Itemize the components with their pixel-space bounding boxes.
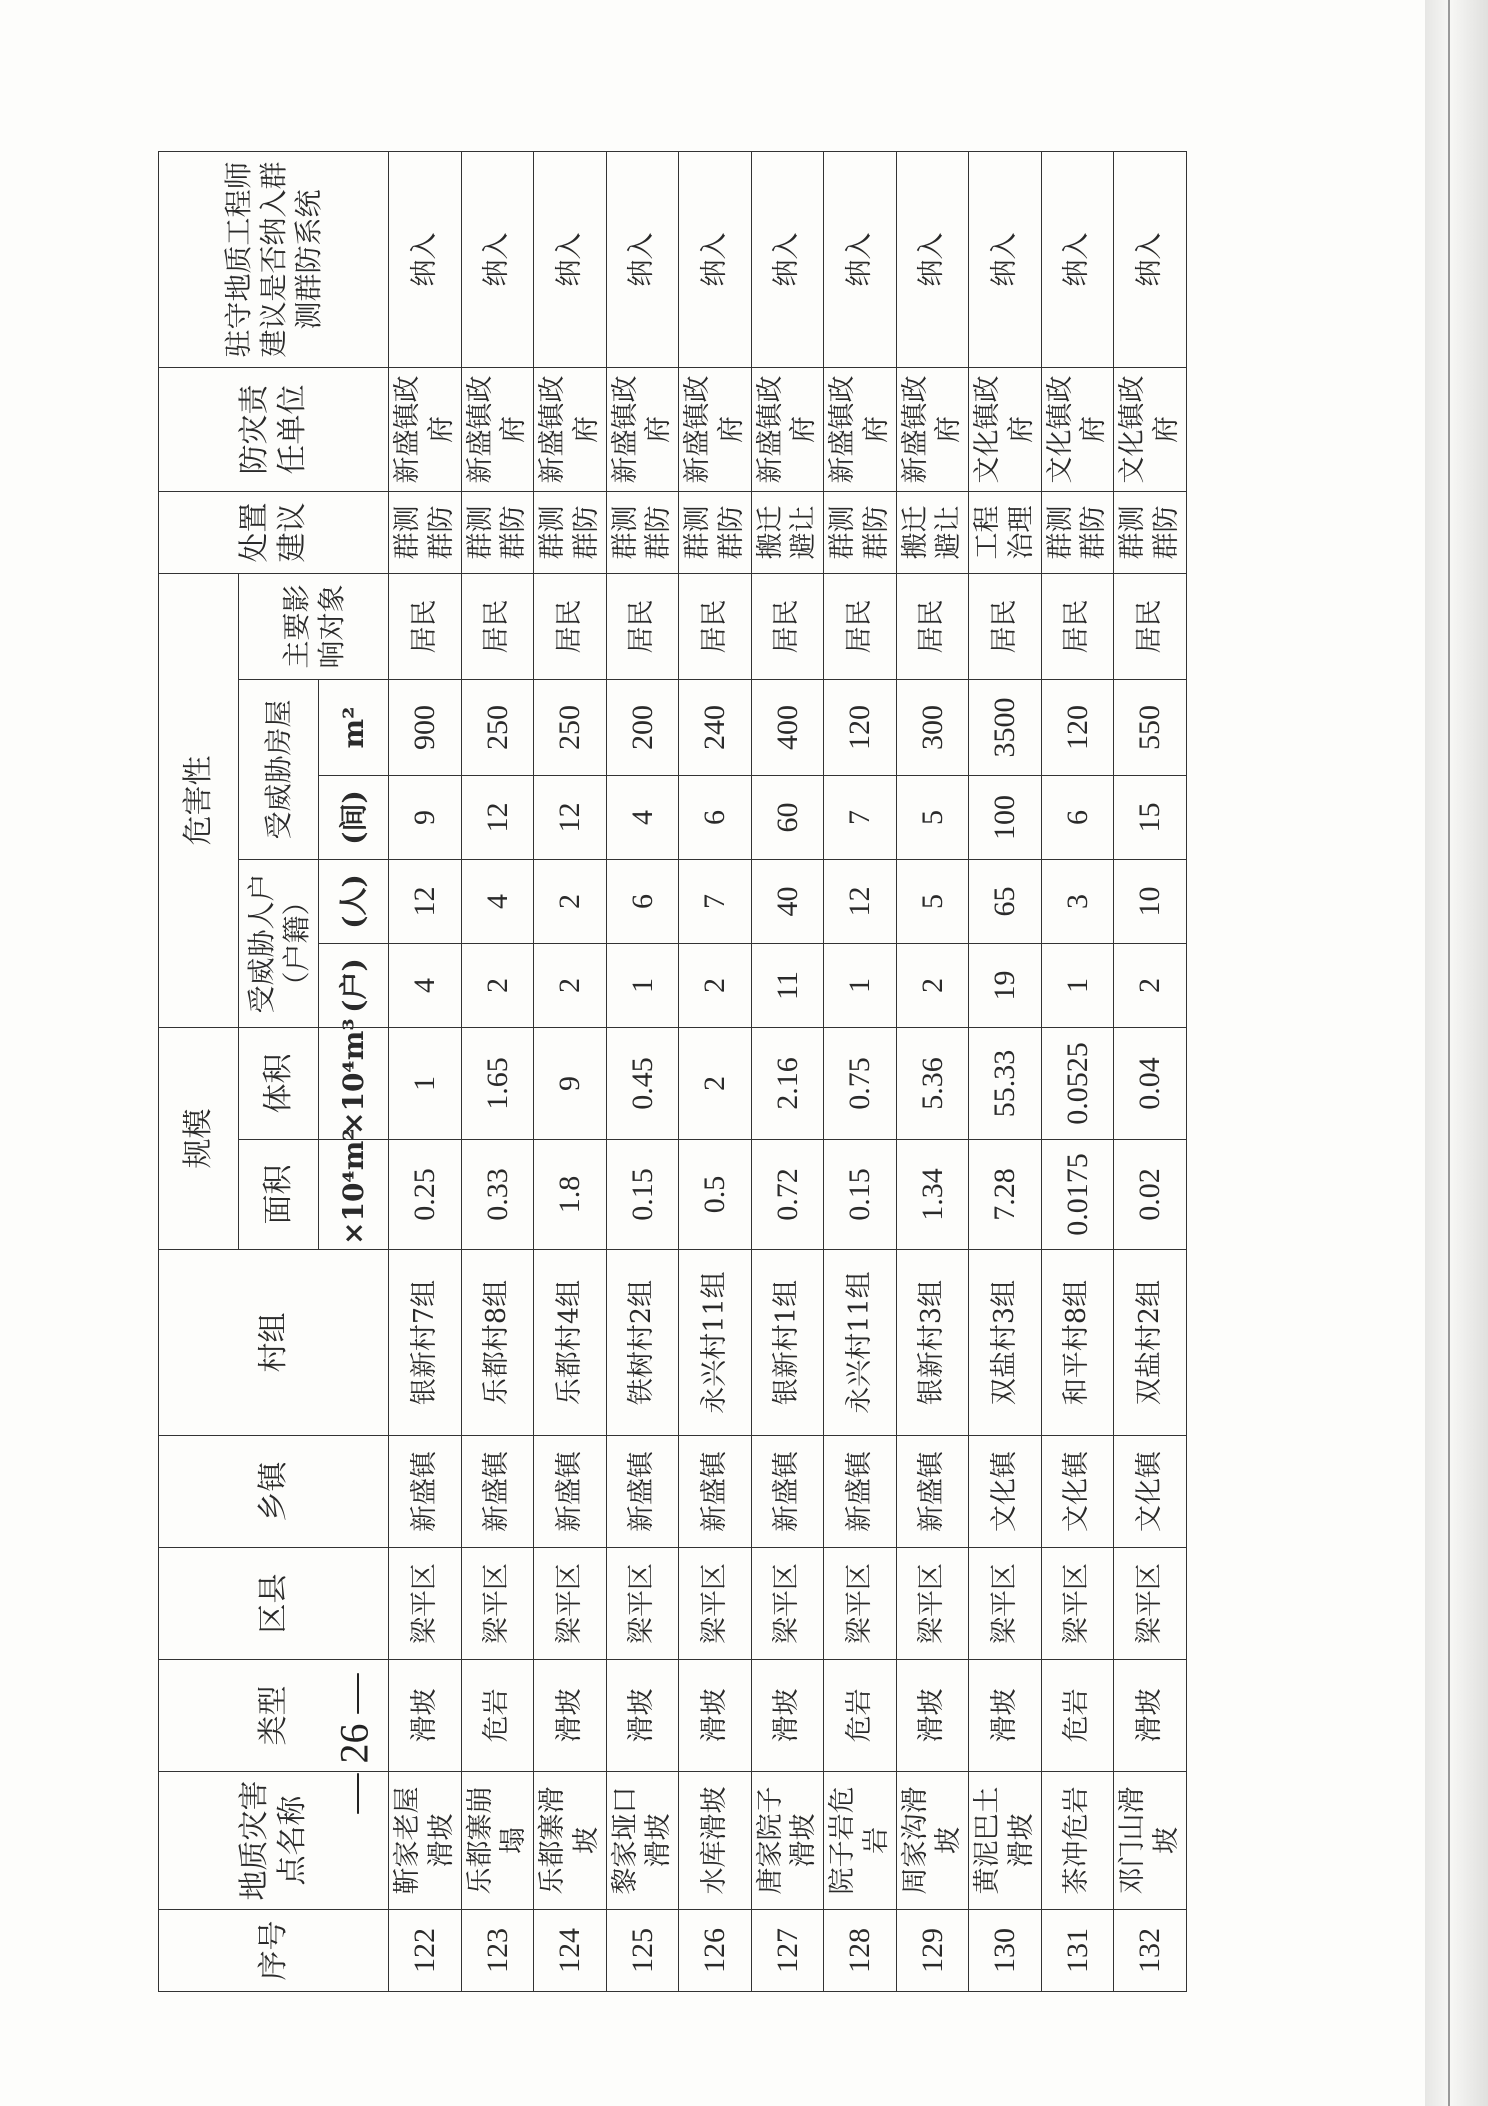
- cell-households: 2: [896, 944, 969, 1028]
- cell-name: 周家沟滑坡: [896, 1772, 969, 1910]
- cell-households: 1: [824, 944, 897, 1028]
- cell-village: 双盐村2组: [1114, 1250, 1187, 1436]
- cell-measure: 群测群防: [389, 491, 462, 573]
- cell-rooms: 9: [389, 776, 462, 860]
- cell-area: 7.28: [969, 1140, 1042, 1250]
- cell-name: 院子岩危岩: [824, 1772, 897, 1910]
- cell-persons: 6: [606, 860, 679, 944]
- cell-affected: 居民: [606, 573, 679, 679]
- cell-county: 梁平区: [824, 1548, 897, 1660]
- cell-affected: 居民: [1114, 573, 1187, 679]
- cell-persons: 65: [969, 860, 1042, 944]
- cell-town: 新盛镇: [896, 1436, 969, 1548]
- cell-rooms: 12: [534, 776, 607, 860]
- cell-sqm: 250: [534, 680, 607, 776]
- header-scale: 规模: [159, 1028, 239, 1250]
- header-hazard: 危害性: [159, 573, 239, 1027]
- cell-seq: 123: [461, 1910, 534, 1992]
- cell-measure: 群测群防: [1114, 491, 1187, 573]
- cell-volume: 2.16: [751, 1028, 824, 1140]
- cell-measure: 群测群防: [534, 491, 607, 573]
- cell-town: 文化镇: [969, 1436, 1042, 1548]
- table-row: [1041, 151, 1114, 1991]
- cell-type: 滑坡: [606, 1660, 679, 1772]
- cell-affected: 居民: [679, 573, 752, 679]
- unit-volume: ×10⁴m³: [319, 1028, 389, 1140]
- cell-households: 11: [751, 944, 824, 1028]
- cell-included: 纳入: [1041, 151, 1114, 367]
- header-volume: 体积: [239, 1028, 319, 1140]
- cell-affected: 居民: [896, 573, 969, 679]
- cell-rooms: 60: [751, 776, 824, 860]
- cell-village: 铁树村2组: [606, 1250, 679, 1436]
- header-threatened-houses: 受威胁房屋: [239, 680, 319, 860]
- cell-name: 乐都寨滑坡: [534, 1772, 607, 1910]
- cell-rooms: 15: [1114, 776, 1187, 860]
- cell-affected: 居民: [751, 573, 824, 679]
- rotated-table-container: [158, 152, 1182, 1992]
- cell-sqm: 300: [896, 680, 969, 776]
- cell-persons: 10: [1114, 860, 1187, 944]
- cell-volume: 1: [389, 1028, 462, 1140]
- cell-responsible: 文化镇政府: [1114, 367, 1187, 491]
- cell-area: 0.15: [606, 1140, 679, 1250]
- cell-village: 银新村1组: [751, 1250, 824, 1436]
- unit-persons: (人): [319, 860, 389, 944]
- cell-included: 纳入: [679, 151, 752, 367]
- cell-type: 滑坡: [389, 1660, 462, 1772]
- cell-responsible: 新盛镇政府: [389, 367, 462, 491]
- cell-responsible: 新盛镇政府: [534, 367, 607, 491]
- cell-name: 唐家院子滑坡: [751, 1772, 824, 1910]
- cell-volume: 9: [534, 1028, 607, 1140]
- header-measure: 处置建议: [159, 491, 389, 573]
- header-type: 类型: [159, 1660, 389, 1772]
- cell-rooms: 100: [969, 776, 1042, 860]
- cell-households: 2: [679, 944, 752, 1028]
- cell-households: 1: [606, 944, 679, 1028]
- cell-included: 纳入: [824, 151, 897, 367]
- unit-area: ×10⁴m²: [319, 1140, 389, 1250]
- cell-area: 0.0175: [1041, 1140, 1114, 1250]
- cell-persons: 3: [1041, 860, 1114, 944]
- cell-persons: 2: [534, 860, 607, 944]
- cell-affected: 居民: [534, 573, 607, 679]
- cell-town: 新盛镇: [606, 1436, 679, 1548]
- cell-type: 滑坡: [969, 1660, 1042, 1772]
- cell-seq: 129: [896, 1910, 969, 1992]
- table-row: [534, 151, 607, 1991]
- cell-area: 0.15: [824, 1140, 897, 1250]
- table-row: [824, 151, 897, 1991]
- cell-town: 新盛镇: [389, 1436, 462, 1548]
- unit-rooms: (间): [319, 776, 389, 860]
- cell-households: 1: [1041, 944, 1114, 1028]
- cell-persons: 5: [896, 860, 969, 944]
- cell-town: 新盛镇: [751, 1436, 824, 1548]
- hazard-table: [158, 151, 1187, 1992]
- cell-measure: 群测群防: [679, 491, 752, 573]
- cell-village: 乐都村4组: [534, 1250, 607, 1436]
- cell-seq: 132: [1114, 1910, 1187, 1992]
- header-town: 乡镇: [159, 1436, 389, 1548]
- cell-area: 0.33: [461, 1140, 534, 1250]
- cell-area: 0.02: [1114, 1140, 1187, 1250]
- cell-included: 纳入: [461, 151, 534, 367]
- cell-persons: 12: [824, 860, 897, 944]
- cell-area: 1.34: [896, 1140, 969, 1250]
- cell-sqm: 120: [1041, 680, 1114, 776]
- cell-town: 新盛镇: [461, 1436, 534, 1548]
- cell-area: 0.5: [679, 1140, 752, 1250]
- header-seq: 序号: [159, 1910, 389, 1992]
- cell-town: 文化镇: [1041, 1436, 1114, 1548]
- cell-village: 和平村8组: [1041, 1250, 1114, 1436]
- table-row: [751, 151, 824, 1991]
- cell-type: 危岩: [1041, 1660, 1114, 1772]
- cell-households: 19: [969, 944, 1042, 1028]
- cell-persons: 7: [679, 860, 752, 944]
- book-spine-edge: [1448, 0, 1450, 2106]
- cell-rooms: 6: [679, 776, 752, 860]
- cell-sqm: 200: [606, 680, 679, 776]
- cell-sqm: 3500: [969, 680, 1042, 776]
- cell-affected: 居民: [461, 573, 534, 679]
- cell-affected: 居民: [969, 573, 1042, 679]
- cell-included: 纳入: [389, 151, 462, 367]
- cell-sqm: 550: [1114, 680, 1187, 776]
- cell-persons: 40: [751, 860, 824, 944]
- cell-responsible: 新盛镇政府: [896, 367, 969, 491]
- cell-village: 银新村3组: [896, 1250, 969, 1436]
- cell-volume: 0.0525: [1041, 1028, 1114, 1140]
- cell-village: 双盐村3组: [969, 1250, 1042, 1436]
- cell-village: 银新村7组: [389, 1250, 462, 1436]
- cell-area: 0.25: [389, 1140, 462, 1250]
- book-spine-shadow: [1425, 0, 1488, 2106]
- cell-type: 危岩: [824, 1660, 897, 1772]
- table-row: [896, 151, 969, 1991]
- cell-responsible: 新盛镇政府: [824, 367, 897, 491]
- cell-volume: 1.65: [461, 1028, 534, 1140]
- cell-seq: 124: [534, 1910, 607, 1992]
- cell-town: 新盛镇: [679, 1436, 752, 1548]
- page-number: — 26 —: [331, 1673, 377, 1814]
- cell-name: 邓门山滑坡: [1114, 1772, 1187, 1910]
- cell-town: 新盛镇: [534, 1436, 607, 1548]
- cell-county: 梁平区: [679, 1548, 752, 1660]
- cell-sqm: 240: [679, 680, 752, 776]
- table-row: [1114, 151, 1187, 1991]
- cell-rooms: 6: [1041, 776, 1114, 860]
- cell-measure: 群测群防: [1041, 491, 1114, 573]
- cell-name: 靳家老屋滑坡: [389, 1772, 462, 1910]
- cell-rooms: 4: [606, 776, 679, 860]
- cell-type: 滑坡: [534, 1660, 607, 1772]
- cell-volume: 55.33: [969, 1028, 1042, 1140]
- cell-responsible: 文化镇政府: [1041, 367, 1114, 491]
- unit-sqm: m²: [319, 680, 389, 776]
- cell-included: 纳入: [1114, 151, 1187, 367]
- cell-responsible: 新盛镇政府: [461, 367, 534, 491]
- cell-affected: 居民: [824, 573, 897, 679]
- cell-measure: 搬迁避让: [896, 491, 969, 573]
- table-row: [389, 151, 462, 1991]
- cell-county: 梁平区: [896, 1548, 969, 1660]
- cell-type: 滑坡: [751, 1660, 824, 1772]
- cell-measure: 工程治理: [969, 491, 1042, 573]
- cell-county: 梁平区: [389, 1548, 462, 1660]
- cell-seq: 125: [606, 1910, 679, 1992]
- cell-county: 梁平区: [969, 1548, 1042, 1660]
- header-affected: 主要影响对象: [239, 573, 389, 679]
- header-name: 地质灾害点名称: [159, 1772, 389, 1910]
- cell-responsible: 文化镇政府: [969, 367, 1042, 491]
- cell-town: 文化镇: [1114, 1436, 1187, 1548]
- table-body: [389, 151, 1187, 1991]
- header-village: 村组: [159, 1250, 389, 1436]
- cell-county: 梁平区: [461, 1548, 534, 1660]
- cell-seq: 126: [679, 1910, 752, 1992]
- cell-sqm: 900: [389, 680, 462, 776]
- cell-included: 纳入: [534, 151, 607, 367]
- header-threatened-people: 受威胁人户（户籍）: [239, 860, 319, 1028]
- cell-county: 梁平区: [606, 1548, 679, 1660]
- cell-seq: 131: [1041, 1910, 1114, 1992]
- cell-sqm: 400: [751, 680, 824, 776]
- cell-volume: 5.36: [896, 1028, 969, 1140]
- cell-sqm: 120: [824, 680, 897, 776]
- cell-area: 1.8: [534, 1140, 607, 1250]
- cell-rooms: 5: [896, 776, 969, 860]
- cell-name: 水库滑坡: [679, 1772, 752, 1910]
- cell-households: 2: [534, 944, 607, 1028]
- cell-households: 2: [1114, 944, 1187, 1028]
- cell-name: 茶冲危岩: [1041, 1772, 1114, 1910]
- cell-county: 梁平区: [1041, 1548, 1114, 1660]
- cell-included: 纳入: [969, 151, 1042, 367]
- cell-persons: 12: [389, 860, 462, 944]
- cell-rooms: 12: [461, 776, 534, 860]
- cell-county: 梁平区: [534, 1548, 607, 1660]
- cell-rooms: 7: [824, 776, 897, 860]
- table-row: [606, 151, 679, 1991]
- header-included: 驻守地质工程师建议是否纳入群测群防系统: [159, 151, 389, 367]
- cell-type: 滑坡: [896, 1660, 969, 1772]
- cell-volume: 0.75: [824, 1028, 897, 1140]
- header-responsible: 防灾责任单位: [159, 367, 389, 491]
- cell-name: 乐都寨崩塌: [461, 1772, 534, 1910]
- cell-village: 永兴村11组: [824, 1250, 897, 1436]
- cell-persons: 4: [461, 860, 534, 944]
- header-area: 面积: [239, 1140, 319, 1250]
- cell-type: 危岩: [461, 1660, 534, 1772]
- cell-responsible: 新盛镇政府: [679, 367, 752, 491]
- header-county: 区县: [159, 1548, 389, 1660]
- cell-households: 2: [461, 944, 534, 1028]
- cell-seq: 130: [969, 1910, 1042, 1992]
- cell-measure: 群测群防: [461, 491, 534, 573]
- cell-county: 梁平区: [1114, 1548, 1187, 1660]
- cell-name: 黄泥巴土滑坡: [969, 1772, 1042, 1910]
- cell-village: 乐都村8组: [461, 1250, 534, 1436]
- table-row: [679, 151, 752, 1991]
- cell-name: 黎家垭口滑坡: [606, 1772, 679, 1910]
- unit-households: (户): [319, 944, 389, 1028]
- cell-measure: 群测群防: [606, 491, 679, 573]
- cell-seq: 128: [824, 1910, 897, 1992]
- cell-type: 滑坡: [679, 1660, 752, 1772]
- cell-responsible: 新盛镇政府: [606, 367, 679, 491]
- cell-affected: 居民: [1041, 573, 1114, 679]
- cell-seq: 127: [751, 1910, 824, 1992]
- cell-sqm: 250: [461, 680, 534, 776]
- cell-volume: 2: [679, 1028, 752, 1140]
- cell-volume: 0.45: [606, 1028, 679, 1140]
- cell-seq: 122: [389, 1910, 462, 1992]
- cell-affected: 居民: [389, 573, 462, 679]
- table-row: [461, 151, 534, 1991]
- cell-area: 0.72: [751, 1140, 824, 1250]
- cell-volume: 0.04: [1114, 1028, 1187, 1140]
- cell-measure: 群测群防: [824, 491, 897, 573]
- cell-type: 滑坡: [1114, 1660, 1187, 1772]
- cell-town: 新盛镇: [824, 1436, 897, 1548]
- cell-responsible: 新盛镇政府: [751, 367, 824, 491]
- cell-county: 梁平区: [751, 1548, 824, 1660]
- cell-included: 纳入: [751, 151, 824, 367]
- cell-included: 纳入: [606, 151, 679, 367]
- cell-village: 永兴村11组: [679, 1250, 752, 1436]
- cell-measure: 搬迁避让: [751, 491, 824, 573]
- cell-households: 4: [389, 944, 462, 1028]
- cell-included: 纳入: [896, 151, 969, 367]
- table-row: [969, 151, 1042, 1991]
